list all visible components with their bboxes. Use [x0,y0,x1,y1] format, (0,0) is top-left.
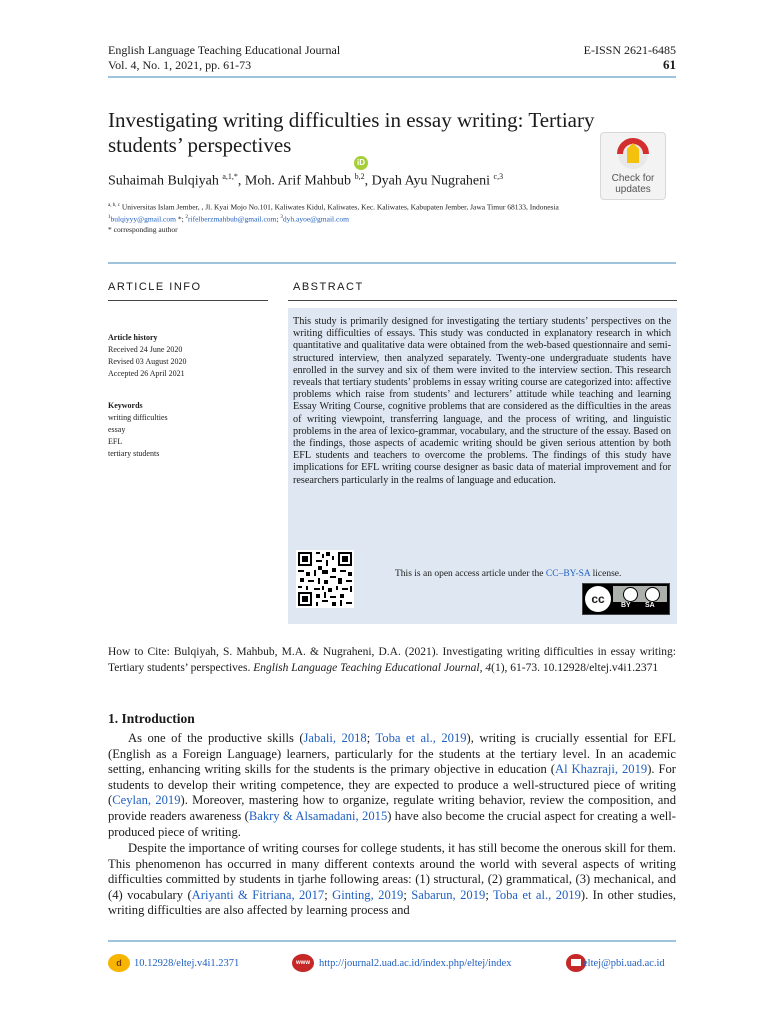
citation-issue: (1), 61-73. [491,661,540,674]
revised-date: Revised 03 August 2020 [108,357,187,366]
qr-code-icon[interactable] [296,550,354,608]
article-info-heading: ARTICLE INFO [108,281,202,293]
citation-link[interactable]: Toba et al., 2019 [493,887,581,902]
affiliation [108,200,668,213]
license-pre: This is an open access article under the [395,569,544,579]
abstract-heading: ABSTRACT [293,281,364,293]
globe-icon: www [292,954,314,972]
check-updates-badge[interactable] [600,132,666,200]
email-2[interactable]: rifelberzmahbub@gmail.com [188,214,277,224]
corresponding-note: * corresponding author [108,225,178,234]
author-3: Dyah Ayu Nugraheni [371,173,491,189]
citation-link[interactable]: Jabali, 2018 [303,731,367,745]
author-1: Suhaimah Bulqiyah [108,173,219,189]
affiliation-text: Universitas Islam Jember, , Jl. Kyai Mojo No.101, Kaliwates Kidul, Kaliwates, Kec. Kaliwates, Kabupaten Jember, Jawa Timur 68133, Indonesia [121,202,559,212]
article-title: Investigating writing difficulties in essay writing: Tertiary students’ perspectives [108,108,595,157]
author-1-sup: a,1,* [222,172,238,181]
keywords-label: Keywords [108,401,143,410]
citation-link[interactable]: Ceylan, 2019 [112,793,181,808]
cc-by-label: BY [621,602,631,609]
license-link[interactable]: CC–BY-SA [545,569,591,579]
how-to-cite [108,645,676,676]
author-2-sup: b,2 [354,172,365,181]
keyword: essay [108,425,126,434]
received-date: Received 24 June 2020 [108,345,183,354]
journal-issue: Vol. 4, No. 1, 2021, pp. 61-73 [108,58,252,72]
license-line [395,569,621,579]
intro-paragraph-1: As one of the productive skills (Jabali, 2018; Toba et al., 2019), writing is crucially essential for EFL (English as a Foreign Language) learners, particularly for the students at the tertiary level. In an academic setting, enhancing writing skills for the students is the primary objective in education (Al Khazraji, 2019). For students to develop their writing competence, they are expected to produce a well-structured piece of writing (Ceylan, 2019). Moreover, mastering how to organize, regulate writing behavior, review the composition, and provide readers awareness (Bakry & Alsamadani, 2015) have also become the crucial aspect for creating a well-produced piece of writing. [108,731,676,839]
affiliation-sup: a, b, c [108,203,120,208]
footer-url[interactable]: http://journal2.uad.ac.id/index.php/eltej/index [319,958,512,969]
abstract-rule [288,300,677,301]
keyword: writing difficulties [108,413,168,422]
history-label: Article history [108,333,158,342]
check-updates-icon [601,133,665,177]
share-alike-icon [645,587,660,602]
citation-link[interactable]: Toba et al., 2019 [375,731,467,745]
cc-icon: cc [585,586,611,612]
orcid-icon[interactable]: iD [354,156,368,170]
header-rule [108,76,676,78]
emails: $^1$bulqiyyy@gmail.com *; $^2$rifelberzmahbub@gmail.com; $^3$dyh.ayoe@gmail.com [108,214,349,224]
citation-link[interactable]: Sabarun, 2019 [411,887,486,902]
cc-by-sa-badge[interactable] [582,583,670,615]
footer-rule [108,940,676,942]
intro-heading: 1. Introduction [108,711,195,726]
cc-icons-strip [613,586,667,602]
doi-icon: d [108,954,130,972]
check-updates-label: Check for updates [611,173,655,195]
keyword: tertiary students [108,449,160,458]
footer-doi[interactable]: 10.12928/eltej.v4i1.2371 [134,958,240,969]
accepted-date: Accepted 26 April 2021 [108,369,185,378]
person-icon [623,587,638,602]
cc-sa-label: SA [645,602,655,609]
citation-link[interactable]: Al Khazraji, 2019 [554,762,648,777]
intro-paragraph-2: Despite the importance of writing courses for college students, it has still become the onerous skill for them. This phenomenon has occurred in many different contexts around the world with several aspects of writing difficulties committed by students in tjarhe following areas: (1) structural, (2) grammatical, (3) mechanical, and (4) vocabulary (Ariyanti & Fitriana, 2017; Ginting, 2019; Sabarun, 2019; Toba et al., 2019). In other studies, writing difficulties are also affected by learning process and [108,841,676,918]
license-post: license. [592,569,622,579]
email-3[interactable]: dyh.ayoe@gmail.com [282,214,349,224]
journal-name: English Language Teaching Educational Journal [108,43,341,57]
keyword: EFL [108,437,123,446]
email-1[interactable]: bulqiyyy@gmail.com [110,214,176,224]
abstract-text: This study is primarily designed for investigating the tertiary students’ perspectives on the writing difficulties of essays. This study was conducted in explanatory research in which quantitative and qualitative data were obtained from the web-based questionnaire and semi-structured interview, then analyzed separately. Twenty-one undergraduate students have enrolled in the survey and six of them were invited to the interview section. This research reveals that tertiary students’ problems in essay writing course are categorized into: affective problems which raise from students’ and lecturers’ attitude while teaching and learning Essay Writing Course, cognitive problems that are considered as the difficulties in the areas of writing viewpoint, transferring language, and the process of writing, and linguistic problems in the area of lexico-grammar, vocabulary, and the structure of the essay. Based on the findings, those aspects of academic writing should be given serious attention by both EFL students and teachers to overcome the problems. The findings of this study have implications for EFL writing course designer as basic data of material improvement and for researchers particularly in the realms of language and education. [293,316,671,486]
citation-journal: English Language Teaching Educational Journal, 4 [253,661,492,674]
citation-link[interactable]: Ariyanti & Fitriana, 2017 [191,887,325,902]
citation-doi: 10.12928/eltej.v4i1.2371 [542,661,659,674]
citation-link[interactable]: Ginting, 2019 [332,887,404,902]
author-2: Moh. Arif Mahbub [244,173,352,189]
article-info-rule [108,300,268,301]
info-top-rule [108,262,676,264]
citation-prefix: How to Cite: Bulqiyah, S. Mahbub, M.A. & Nugraheni, D.A. (2021). Investigating writing difficulties in essay writing: Tertiary students’ perspectives. [108,646,676,674]
author-3-sup: c,3 [493,172,504,181]
footer-email[interactable]: eltej@pbi.uad.ac.id [583,958,665,969]
issn: E-ISSN 2621-6485 [583,43,676,57]
authors-line: Suhaimah Bulqiyah $^{a,1,*}$, Moh. Arif Mahbub $^{b,2}$, Dyah Ayu Nugraheni $^{c,3}$ [108,172,504,189]
page-number: 61 [663,57,676,72]
citation-link[interactable]: Bakry & Alsamadani, 2015 [248,808,388,823]
